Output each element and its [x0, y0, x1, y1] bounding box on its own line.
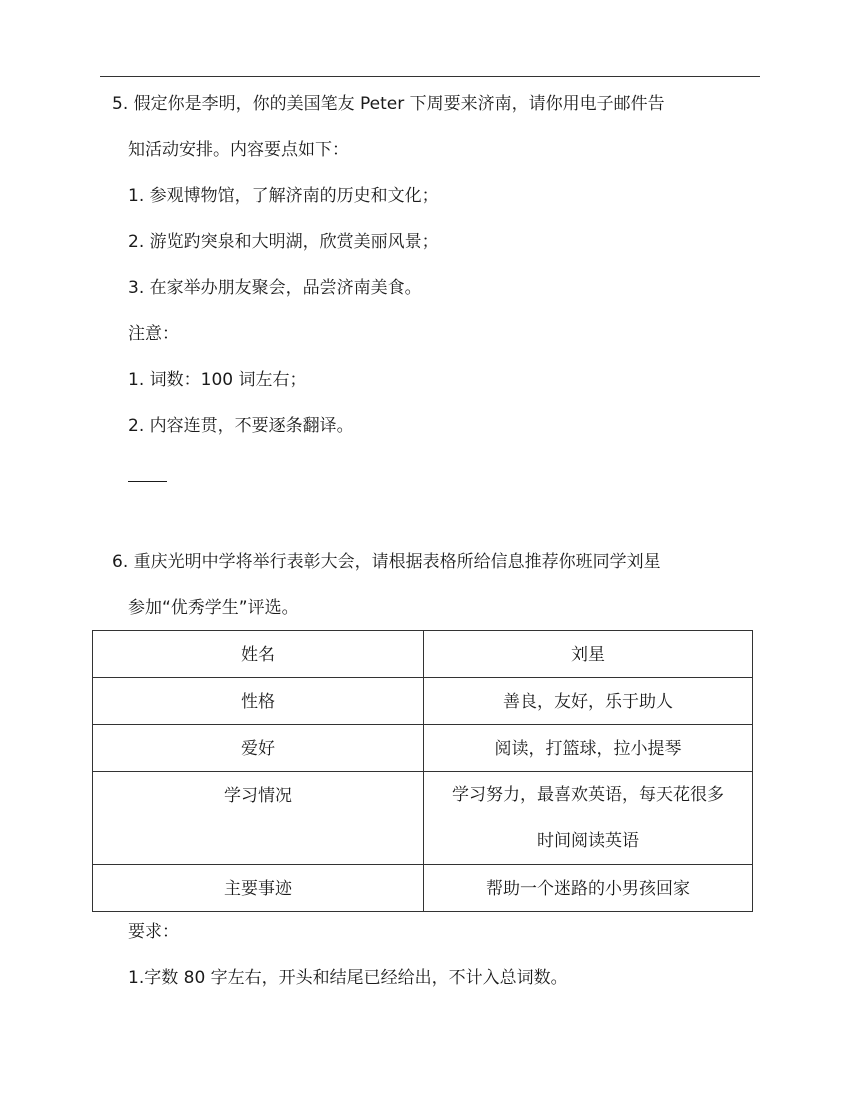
row-key-study: 学习情况	[224, 786, 292, 806]
q6-req-title: 要求：	[128, 922, 179, 942]
row-key-name: 姓名	[241, 645, 275, 665]
q6-prompt-line1: 6. 重庆光明中学将举行表彰大会，请根据表格所给信息推荐你班同学刘星	[112, 552, 661, 572]
q5-prompt-line2: 知活动安排。内容要点如下：	[128, 140, 349, 160]
table-key-cell	[93, 631, 424, 678]
row-key-personality: 性格	[241, 692, 275, 712]
table-row	[93, 678, 753, 725]
row-key-deeds: 主要事迹	[224, 879, 292, 899]
table-value-cell	[424, 865, 753, 912]
table-key-cell	[93, 725, 424, 772]
row-value-name: 刘星	[571, 645, 605, 665]
answer-blank-line	[128, 481, 167, 482]
table-key-cell	[93, 678, 424, 725]
table-value-cell	[424, 631, 753, 678]
q5-note-1: 1. 词数：100 词左右；	[128, 370, 307, 390]
q5-point-2: 2. 游览趵突泉和大明湖，欣赏美丽风景；	[128, 232, 439, 252]
table-row	[93, 772, 753, 865]
q5-point-1: 1. 参观博物馆，了解济南的历史和文化；	[128, 186, 439, 206]
table-row	[93, 631, 753, 678]
q6-req-1: 1.字数 80 字左右，开头和结尾已经给出，不计入总词数。	[128, 968, 568, 988]
q6-prompt-line2: 参加“优秀学生”评选。	[128, 598, 299, 618]
row-value-hobbies: 阅读，打篮球，拉小提琴	[494, 739, 682, 759]
table-row	[93, 865, 753, 912]
q5-point-3: 3. 在家举办朋友聚会，品尝济南美食。	[128, 278, 422, 298]
student-info-table	[92, 630, 753, 912]
table-value-cell	[424, 678, 753, 725]
q5-note-2: 2. 内容连贯，不要逐条翻译。	[128, 416, 354, 436]
top-rule	[100, 76, 760, 77]
row-value-personality: 善良，友好，乐于助人	[503, 692, 673, 712]
q5-note-title: 注意：	[128, 324, 179, 344]
row-value-deeds: 帮助一个迷路的小男孩回家	[486, 879, 690, 899]
table-value-cell	[424, 725, 753, 772]
table-value-cell	[424, 772, 753, 865]
q5-prompt-line1: 5. 假定你是李明，你的美国笔友 Peter 下周要来济南，请你用电子邮件告	[112, 94, 665, 114]
row-value-study-line1: 学习努力，最喜欢英语，每天花很多	[452, 785, 724, 805]
table-key-cell	[93, 772, 424, 865]
row-key-hobbies: 爱好	[241, 739, 275, 759]
table-key-cell	[93, 865, 424, 912]
row-value-study-line2: 时间阅读英语	[537, 831, 639, 851]
table-row	[93, 725, 753, 772]
